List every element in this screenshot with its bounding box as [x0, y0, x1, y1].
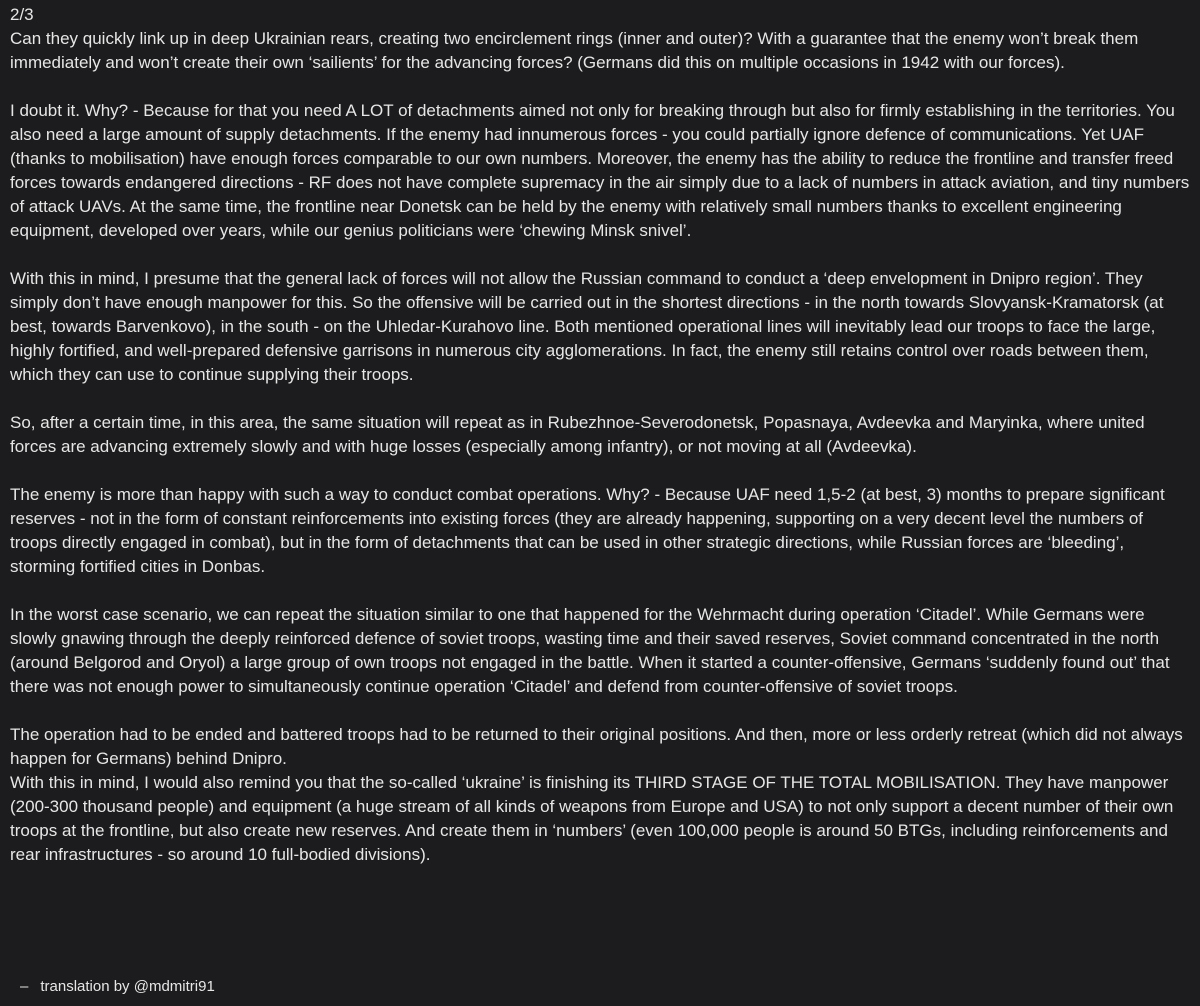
paragraph-lack-of-forces: With this in mind, I presume that the general lack of forces will not allow the Russian command to conduct a ‘deep envelopment in Dnipro region’. They simply don’t have enough manpower for this. So the offensive will be carried out in the shortest directions - in the north towards Slovyansk-Kramatorsk (at best, towards Barvenkovo), in the south - on the Uhledar-Kurahovo line. Both mentioned operational lines will inevitably lead our troops to face the large, highly fortified, and well-prepared defensive garrisons in numerous city agglomerations. In fact, the enemy still retains control over roads between them, which they can use to continue supplying their troops. — [10, 269, 1164, 384]
paragraph-mobilisation: With this in mind, I would also remind you that the so-called ‘ukraine’ is finishing its THIRD STAGE OF THE TOTAL MOBILISATION. They have manpower (200-300 thousand people) and equipment (a huge stream of all kinds of weapons from Europe and USA) to not only support a decent number of their own troops at the frontline, but also create new reserves. And create them in ‘numbers’ (even 100,000 people is around 50 BTGs, including reinforcements and rear infrastructures - so around 10 full-bodied divisions). — [10, 773, 1174, 864]
paragraph-doubt: I doubt it. Why? - Because for that you need A LOT of detachments aimed not only for breaking through but also for firmly establishing in the territories. You also need a large amount of supply detachments. If the enemy had innumerous forces - you could partially ignore defence of communications. Yet UAF (thanks to mobilisation) have enough forces comparable to our own numbers. Moreover, the enemy has the ability to reduce the frontline and transfer freed forces towards endangered directions - RF does not have complete supremacy in the air simply due to a lack of numbers in attack aviation, and tiny numbers of attack UAVs. At the same time, the frontline near Donetsk can be held by the enemy with relatively small numbers thanks to excellent engineering equipment, developed over years, while our genius politicians were ‘chewing Minsk snivel’. — [10, 101, 1190, 240]
paragraph-repeat-situation: So, after a certain time, in this area, the same situation will repeat as in Rubezhnoe-Severodonetsk, Popasnaya, Avdeevka and Maryinka, where united forces are advancing extremely slowly and with huge losses (especially among infantry), or not moving at all (Avdeevka). — [10, 413, 1145, 456]
credit-dash: – — [20, 978, 29, 995]
post-counter: 2/3 — [10, 5, 34, 24]
post-body — [10, 3, 1190, 891]
translation-credit — [20, 976, 215, 998]
paragraph-worst-case: In the worst case scenario, we can repeat the situation similar to one that happened for the Wehrmacht during operation ‘Citadel’. While Germans were slowly gnawing through the deeply reinforced defence of soviet troops, wasting time and their saved reserves, Soviet command concentrated in the north (around Belgorod and Oryol) a large group of own troops not engaged in the battle. When it started a counter-offensive, Germans ‘suddenly found out’ that there was not enough power to simultaneously continue operation ‘Citadel’ and defend from counter-offensive of soviet troops. — [10, 605, 1170, 696]
paragraph-enemy-happy: The enemy is more than happy with such a way to conduct combat operations. Why? - Because UAF need 1,5-2 (at best, 3) months to prepare significant reserves - not in the form of constant reinforcements into existing forces (they are already happening, supporting on a very decent level the numbers of troops directly engaged in combat), but in the form of detachments that can be used in other strategic directions, while Russian forces are ‘bleeding’, storming fortified cities in Donbas. — [10, 485, 1165, 576]
paragraph-encirclement: Can they quickly link up in deep Ukrainian rears, creating two encirclement rings (inner and outer)? With a guarantee that the enemy won’t break them immediately and won’t create their own ‘sailients’ for the advancing forces? (Germans did this on multiple occasions in 1942 with our forces). — [10, 29, 1139, 72]
paragraph-operation-ended: The operation had to be ended and battered troops had to be returned to their original positions. And then, more or less orderly retreat (which did not always happen for Germans) behind Dnipro. — [10, 725, 1183, 768]
credit-text: translation by @mdmitri91 — [40, 978, 215, 995]
